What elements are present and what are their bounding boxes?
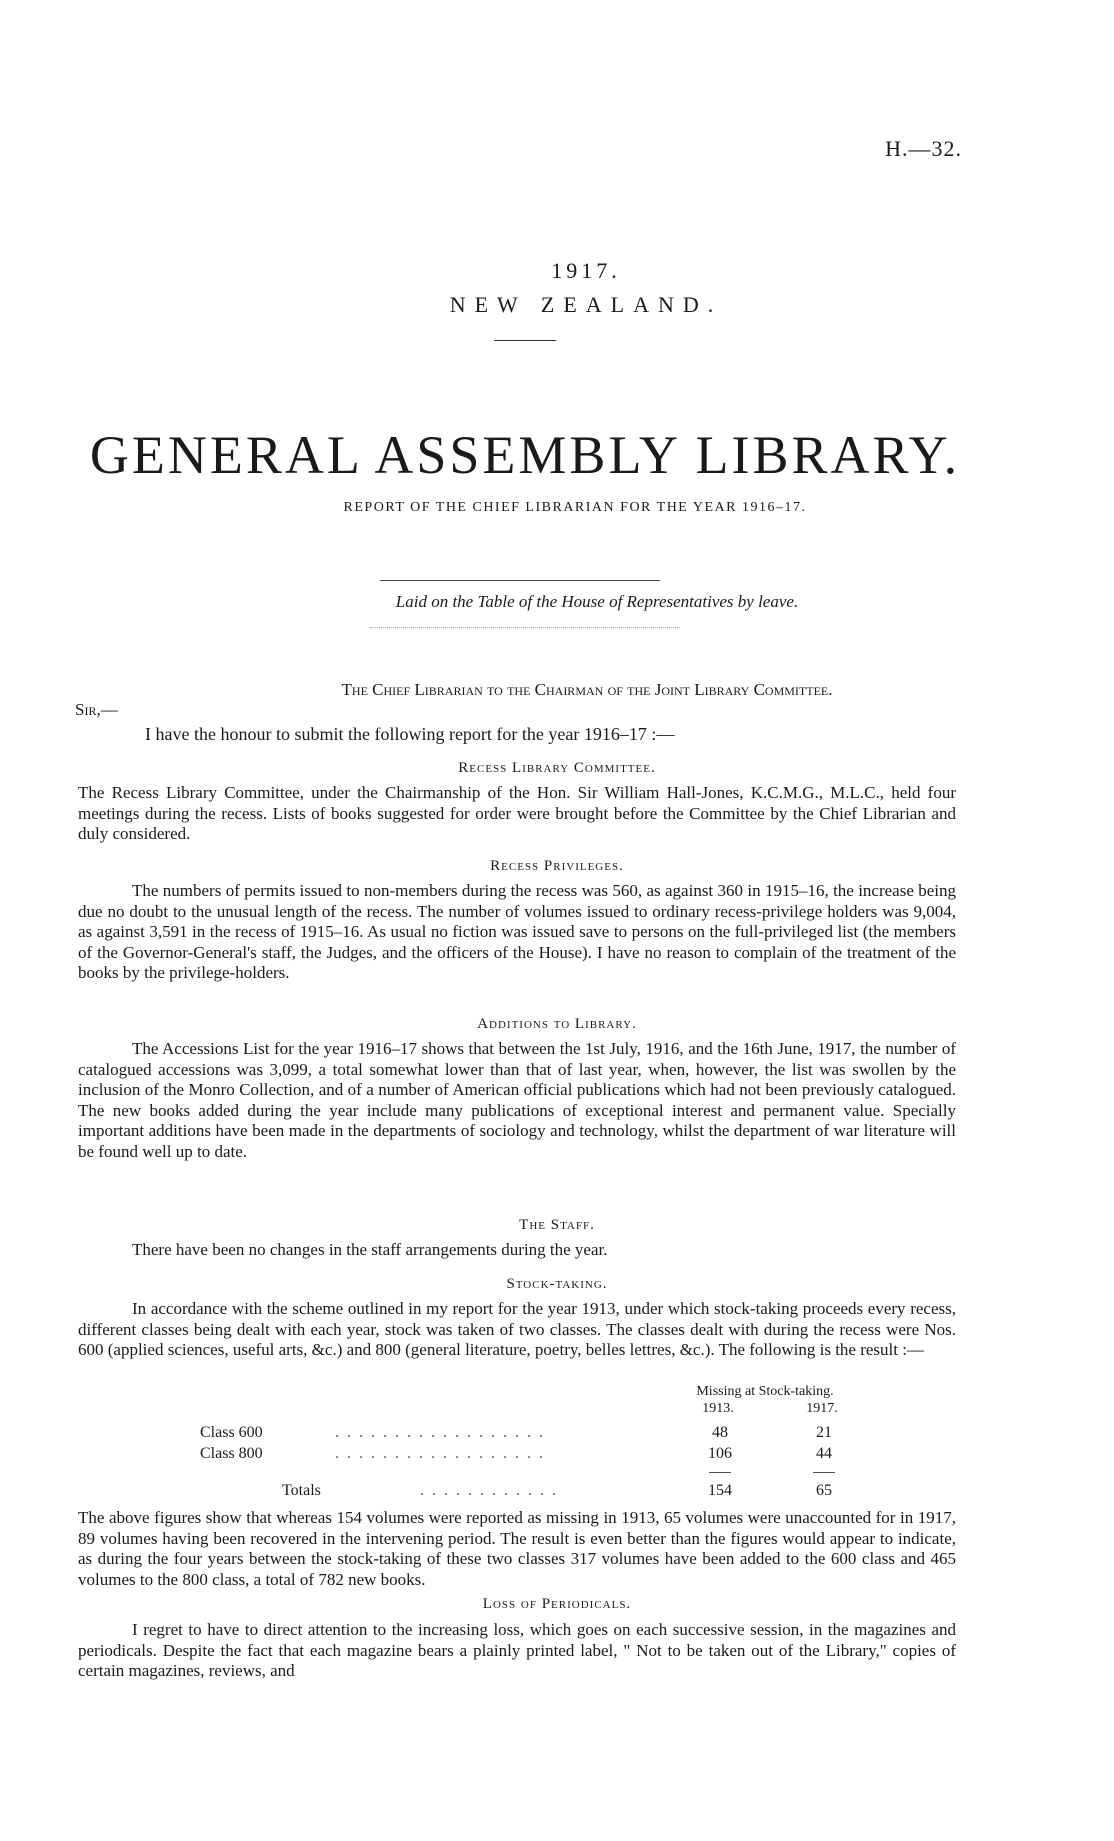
country-name: NEW ZEALAND.: [449, 292, 723, 317]
row-label: Class 800: [200, 1445, 263, 1462]
section-heading: Additions to Library.: [477, 1016, 637, 1032]
totals-label: Totals: [282, 1482, 321, 1499]
laid-note: Laid on the Table of the House of Representatives by leave.: [395, 592, 799, 611]
table-row-totals: [0, 1482, 1114, 1502]
dot-leader: . . . . . . . . . . . . . . . . . .: [335, 1424, 545, 1441]
report-year: 1917.: [551, 258, 621, 283]
dot-leader: . . . . . . . . . . . . . . . . . .: [335, 1445, 545, 1462]
column-header-1917: 1917.: [806, 1401, 838, 1416]
section-paragraph: In accordance with the scheme outlined in my report for the year 1913, under which stock-taking proceeds every recess, different classes being dealt with each year, stock was taken of two classes. The classes dealt with during the recess were Nos. 600 (applied sciences, useful arts, &c.) and 800 (general literature, poetry, belles lettres, &c.). The following is the result :—: [78, 1299, 956, 1359]
row-label: Class 600: [200, 1424, 263, 1441]
section-paragraph: The above figures show that whereas 154 volumes were reported as missing in 1913, 65 volumes were unaccounted for in 1917, 89 volumes having been recovered in the intervening period. The result is even better than the figures would appear to indicate, as during the four years between the stock-taking of these two classes 317 volumes have been added to the 600 class and 465 volumes to the 800 class, a total of 782 new books.: [78, 1508, 956, 1589]
document-title: GENERAL ASSEMBLY LIBRARY.: [89, 425, 961, 485]
divider: [494, 340, 556, 341]
value-1917: 21: [816, 1424, 832, 1441]
address-line: The Chief Librarian to the Chairman of the Joint Library Committee.: [341, 680, 833, 699]
section-heading: Recess Library Committee.: [458, 760, 656, 776]
section-heading: Stock-taking.: [506, 1276, 608, 1292]
section-paragraph: There have been no changes in the staff arrangements during the year.: [132, 1240, 608, 1259]
total-rule: [813, 1472, 835, 1473]
divider: [370, 627, 680, 628]
section-paragraph: The Recess Library Committee, under the Chairmanship of the Hon. Sir William Hall-Jones, K.C.M.G., M.L.C., held four meetings during the recess. Lists of books suggested for order were brought before the Committee by the Chief Librarian and duly considered.: [78, 783, 956, 843]
column-header-1913: 1913.: [702, 1401, 734, 1416]
table-row: [0, 1445, 1114, 1465]
table-row: [0, 1424, 1114, 1444]
total-1917: 65: [816, 1482, 832, 1499]
section-paragraph: The Accessions List for the year 1916–17 shows that between the 1st July, 1916, and the 16th June, 1917, the number of catalogued accessions was 3,099, a total somewhat lower than that of last year, when, however, the list was swollen by the inclusion of the Monro Collection, and of a number of American official publications which had not been previously catalogued. The new books added during the year include many publications of exceptional interest and permanent value. Specially important additions have been made in the departments of sociology and technology, whilst the department of war literature will be found well up to date.: [78, 1039, 956, 1161]
total-1913: 154: [708, 1482, 732, 1499]
document-subtitle: REPORT OF THE CHIEF LIBRARIAN FOR THE YEAR 1916–17.: [343, 500, 807, 515]
value-1913: 48: [712, 1424, 728, 1441]
section-paragraph: The numbers of permits issued to non-members during the recess was 560, as against 360 in 1915–16, the increase being due no doubt to the unusual length of the recess. The number of volumes issued to ordinary recess-privilege holders was 9,004, as against 3,591 in the recess of 1915–16. As usual no fiction was issued save to persons on the full-privileged list (the members of the Governor-General's staff, the Judges, and the officers of the House). I have no reason to complain of the treatment of the books by the privilege-holders.: [78, 881, 956, 982]
value-1917: 44: [816, 1445, 832, 1462]
table-header: Missing at Stock-taking.: [696, 1384, 834, 1399]
section-paragraph: I regret to have to direct attention to the increasing loss, which goes on each successive session, in the magazines and periodicals. Despite the fact that each magazine bears a plainly printed label, " Not to be taken out of the Library," copies of certain magazines, reviews, and: [78, 1620, 956, 1680]
salutation: Sir,—: [75, 700, 118, 719]
section-heading: Recess Privileges.: [490, 858, 624, 874]
divider: [380, 580, 660, 581]
value-1913: 106: [708, 1445, 732, 1462]
section-heading: Loss of Periodicals.: [482, 1596, 632, 1612]
dot-leader: . . . . . . . . . . . .: [420, 1482, 558, 1499]
page-reference: H.—32.: [885, 136, 962, 161]
intro-line: I have the honour to submit the following report for the year 1916–17 :—: [145, 724, 675, 744]
section-heading: The Staff.: [519, 1217, 595, 1233]
total-rule: [709, 1472, 731, 1473]
